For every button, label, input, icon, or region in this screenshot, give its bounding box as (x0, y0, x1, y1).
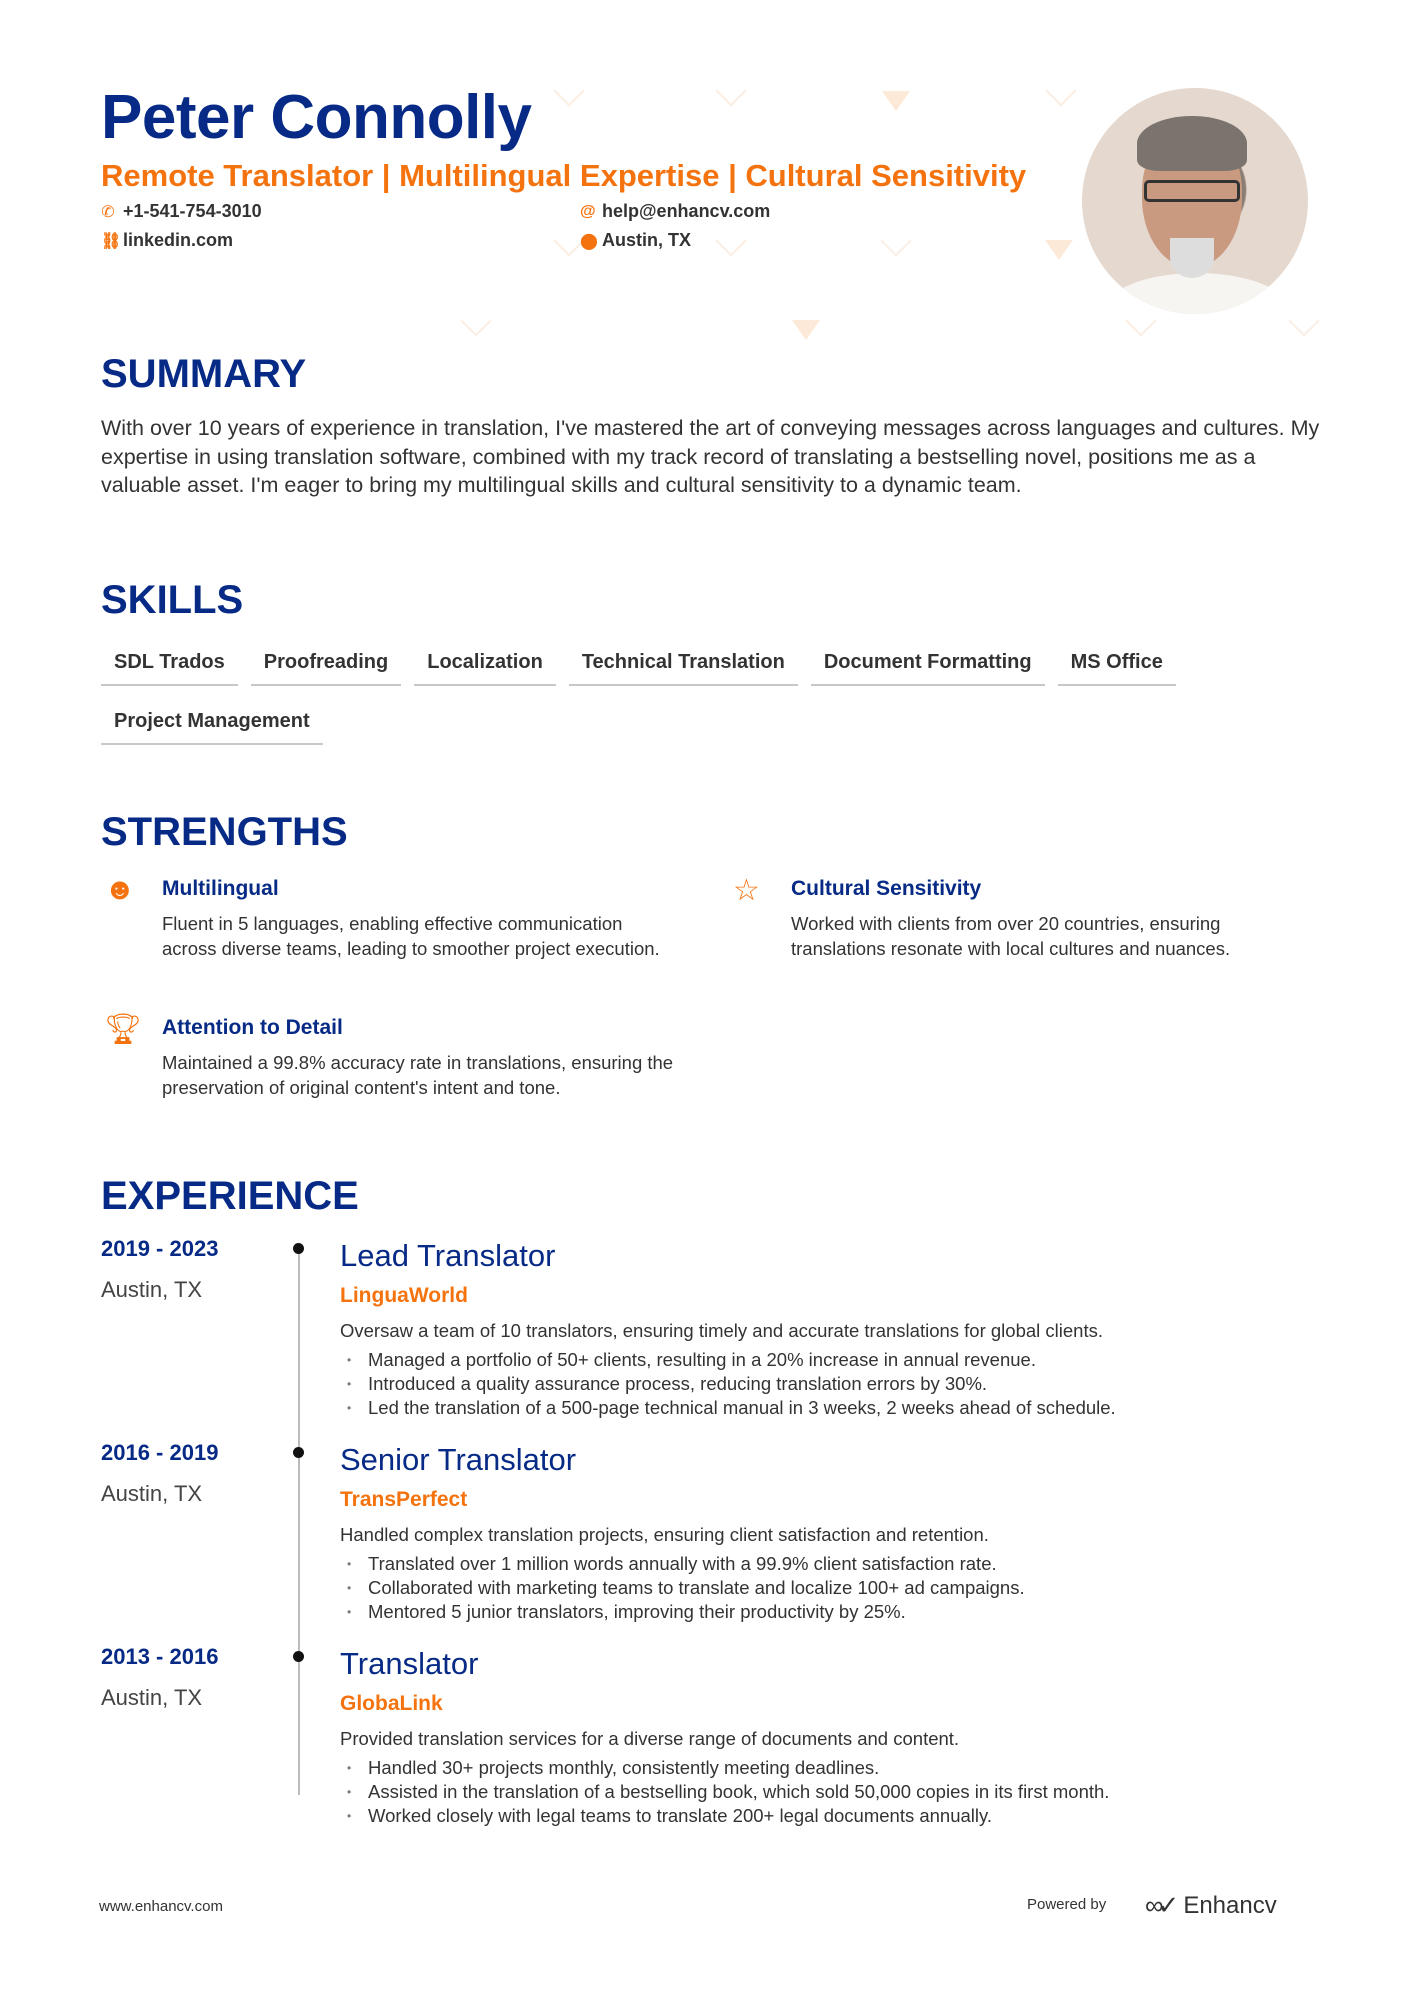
profile-photo (1082, 88, 1308, 314)
enhancv-brand: Enhancv (1183, 1891, 1277, 1919)
timeline-dot (293, 1243, 304, 1254)
background-chevron (1288, 305, 1319, 336)
job-bullet: • Handled 30+ projects monthly, consistently meeting deadlines. (340, 1756, 1340, 1780)
job-dates: 2016 - 2019 (101, 1440, 219, 1465)
strength-title: Attention to Detail (162, 1016, 343, 1039)
location-text: Austin, TX (602, 230, 691, 250)
job-title: Translator (340, 1646, 479, 1681)
experience-heading: EXPERIENCE (101, 1174, 359, 1218)
job-bullet: • Mentored 5 junior translators, improving their productivity by 25%. (340, 1600, 1340, 1624)
job-entry (340, 1646, 1340, 1828)
job-bullet: • Translated over 1 million words annually with a 99.9% client satisfaction rate. (340, 1552, 1340, 1576)
job-title: Senior Translator (340, 1442, 577, 1477)
company-name: LinguaWorld (340, 1284, 468, 1307)
brain-head-icon: ☻ (104, 873, 136, 906)
skill-tag: Document Formatting (811, 645, 1045, 686)
enhancv-logo-icon: ∞✓ (1145, 1890, 1174, 1920)
timeline-line (298, 1250, 300, 1795)
skill-tag: MS Office (1058, 645, 1176, 686)
strengths-heading: STRENGTHS (101, 810, 348, 854)
job-entry (340, 1238, 1340, 1420)
star-icon: ☆ (733, 874, 760, 907)
link-text[interactable]: linkedin.com (123, 230, 234, 250)
skill-tag: SDL Trados (101, 645, 238, 686)
skill-tag: Proofreading (251, 645, 401, 686)
job-description: Handled complex translation projects, ensuring client satisfaction and retention. (340, 1524, 989, 1545)
contact-link[interactable] (101, 230, 233, 251)
trophy-icon: 🏆︎ (104, 1013, 143, 1046)
strength-desc: Fluent in 5 languages, enabling effective communication across diverse teams, leading to smoother project execution. (162, 913, 660, 959)
timeline-dot (293, 1447, 304, 1458)
job-bullet: • Collaborated with marketing teams to translate and localize 100+ ad campaigns. (340, 1576, 1340, 1600)
background-chevron (715, 75, 746, 106)
skill-tag: Project Management (101, 704, 323, 745)
email-text[interactable]: help@enhancv.com (602, 201, 771, 221)
job-location: Austin, TX (101, 1685, 203, 1710)
background-chevron (715, 225, 746, 256)
background-triangle (792, 320, 820, 340)
job-description: Oversaw a team of 10 translators, ensuring timely and accurate translations for global clients. (340, 1320, 1103, 1341)
strength-title: Multilingual (162, 877, 279, 900)
background-chevron (880, 225, 911, 256)
footer-powered-by: Powered by (1027, 1896, 1107, 1913)
job-bullet: • Assisted in the translation of a bestselling book, which sold 50,000 copies in its first month. (340, 1780, 1340, 1804)
link-icon: ⛓ (101, 232, 122, 250)
job-bullet: • Introduced a quality assurance process, reducing translation errors by 30%. (340, 1372, 1340, 1396)
contact-email[interactable] (580, 201, 770, 222)
strength-title: Cultural Sensitivity (791, 877, 982, 900)
candidate-name: Peter Connolly (101, 83, 532, 152)
job-location: Austin, TX (101, 1481, 203, 1506)
at-icon: @ (580, 202, 596, 220)
footer-website[interactable]: www.enhancv.com (99, 1898, 223, 1915)
contact-location (580, 230, 691, 251)
background-triangle (1045, 240, 1073, 260)
job-dates: 2013 - 2016 (101, 1644, 219, 1669)
background-chevron (460, 305, 491, 336)
strength-desc: Worked with clients from over 20 countries, ensuring translations resonate with local cultures and nuances. (791, 913, 1231, 959)
enhancv-logo[interactable] (1145, 1890, 1277, 1921)
phone-text: +1-541-754-3010 (123, 201, 262, 221)
job-entry (340, 1442, 1340, 1624)
job-bullet: • Worked closely with legal teams to translate 200+ legal documents annually. (340, 1804, 1340, 1828)
phone-icon: ✆ (101, 203, 115, 221)
job-description: Provided translation services for a diverse range of documents and content. (340, 1728, 960, 1749)
candidate-title: Remote Translator | Multilingual Expertise | Cultural Sensitivity (101, 158, 1027, 193)
skill-tag: Technical Translation (569, 645, 798, 686)
strength-desc: Maintained a 99.8% accuracy rate in translations, ensuring the preservation of original content's intent and tone. (162, 1052, 674, 1098)
summary-heading: SUMMARY (101, 352, 307, 396)
skills-heading: SKILLS (101, 578, 244, 622)
company-name: GlobaLink (340, 1692, 443, 1715)
company-name: TransPerfect (340, 1488, 468, 1511)
contact-phone (101, 201, 262, 222)
skill-tag: Localization (414, 645, 556, 686)
location-pin-icon: ⬤ (580, 232, 598, 250)
job-location: Austin, TX (101, 1277, 203, 1302)
background-chevron (553, 75, 584, 106)
timeline-dot (293, 1651, 304, 1662)
background-triangle (882, 91, 910, 111)
job-bullet: • Managed a portfolio of 50+ clients, resulting in a 20% increase in annual revenue. (340, 1348, 1340, 1372)
job-bullet: • Led the translation of a 500-page technical manual in 3 weeks, 2 weeks ahead of schedule. (340, 1396, 1340, 1420)
summary-text: With over 10 years of experience in translation, I've mastered the art of conveying messages across languages and cultures. My expertise in using translation software, combined with my track record of translating a bestselling novel, positions me as a valuable asset. I'm eager to bring my multilingual skills and cultural sensitivity to a dynamic team. (101, 416, 1320, 497)
skills-list (101, 645, 1321, 745)
job-dates: 2019 - 2023 (101, 1236, 219, 1261)
job-title: Lead Translator (340, 1238, 556, 1273)
background-chevron (1045, 75, 1076, 106)
